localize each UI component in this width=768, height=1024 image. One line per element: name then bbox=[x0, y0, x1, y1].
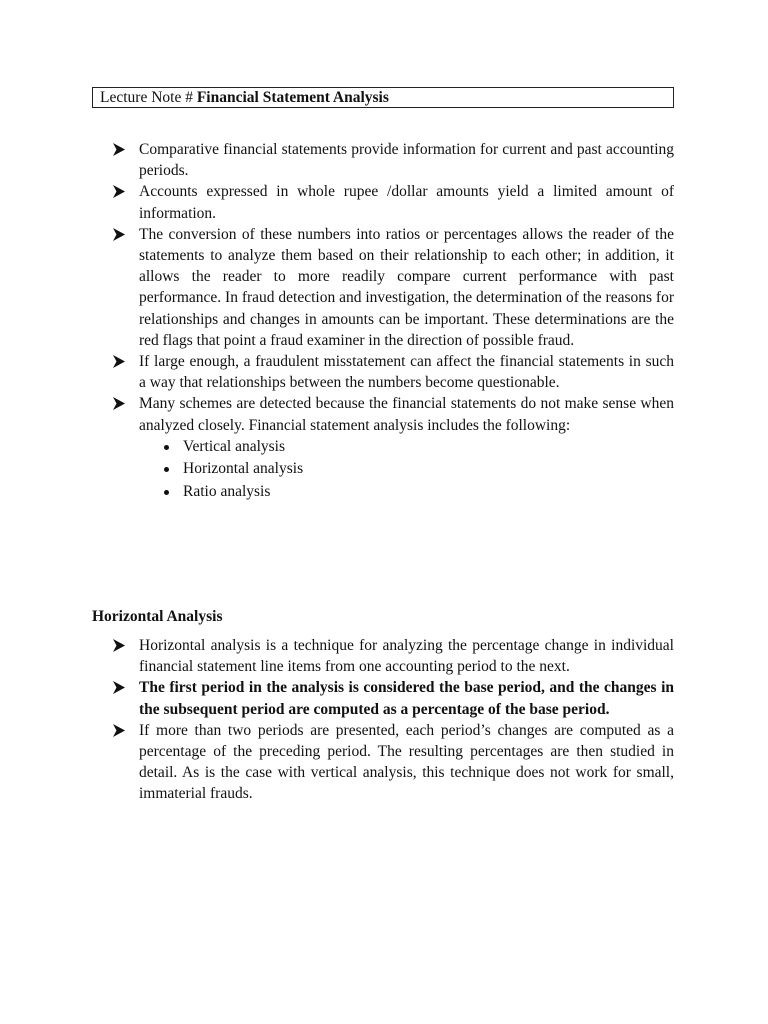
arrowhead-bullet-icon bbox=[112, 351, 132, 372]
arrowhead-bullet-icon bbox=[112, 181, 132, 202]
list-item bbox=[112, 720, 674, 805]
horizontal-bullet-list bbox=[112, 635, 674, 805]
list-item bbox=[112, 677, 674, 719]
list-item bbox=[112, 393, 674, 503]
lecture-note-prefix: Lecture Note # bbox=[100, 89, 197, 106]
list-item-text: Horizontal analysis is a technique for analyzing the percentage change in individual financial statement line items from one accounting period to the next. bbox=[139, 637, 674, 676]
list-item-text: Accounts expressed in whole rupee /dollar amounts yield a limited amount of information. bbox=[139, 183, 674, 222]
round-bullet-icon bbox=[164, 445, 169, 450]
horizontal-analysis-heading: Horizontal Analysis bbox=[92, 608, 223, 625]
round-bullet-icon bbox=[164, 467, 169, 472]
list-item bbox=[112, 181, 674, 223]
list-item bbox=[112, 139, 674, 181]
analysis-type-item bbox=[161, 481, 674, 504]
lecture-title: Financial Statement Analysis bbox=[196, 89, 389, 106]
analysis-type-label: Horizontal analysis bbox=[183, 460, 304, 478]
list-item-text: If more than two periods are presented, each period’s changes are computed as a percentage of the preceding period. The resulting percentages are then studied in detail. As is the case with vertical analysis, this technique does not work for small, immaterial frauds. bbox=[139, 721, 674, 803]
list-item bbox=[112, 224, 674, 351]
intro-bullet-list bbox=[112, 139, 674, 503]
list-item-text: If large enough, a fraudulent misstatement can affect the financial statements in such a way that relationships between the numbers become questionable. bbox=[139, 353, 674, 392]
analysis-type-item bbox=[161, 458, 674, 481]
list-item-text: Many schemes are detected because the financial statements do not make sense when analyzed closely. Financial statement analysis includes the following: bbox=[139, 395, 674, 434]
arrowhead-bullet-icon bbox=[112, 677, 132, 698]
list-item bbox=[112, 351, 674, 393]
lecture-title-box bbox=[92, 87, 674, 108]
arrowhead-bullet-icon bbox=[112, 635, 132, 656]
list-item-text: The first period in the analysis is considered the base period, and the changes in the subsequent period are computed as a percentage of the base period. bbox=[139, 679, 674, 718]
analysis-type-label: Ratio analysis bbox=[183, 482, 271, 500]
arrowhead-bullet-icon bbox=[112, 720, 132, 741]
arrowhead-bullet-icon bbox=[112, 224, 132, 245]
arrowhead-bullet-icon bbox=[112, 393, 132, 414]
analysis-type-label: Vertical analysis bbox=[183, 437, 286, 455]
list-item bbox=[112, 635, 674, 677]
analysis-type-item bbox=[161, 436, 674, 459]
list-item-text: Comparative financial statements provide information for current and past accounting periods. bbox=[139, 141, 674, 180]
analysis-types-list bbox=[139, 436, 674, 504]
arrowhead-bullet-icon bbox=[112, 139, 132, 160]
list-item-text: The conversion of these numbers into ratios or percentages allows the reader of the statements to analyze them based on their relationship to each other; in addition, it allows the reader to more readily compare current performance with past performance. In fraud detection and investigation, the determination of the reasons for relationships and changes in amounts can be important. These determinations are the red flags that point a fraud examiner in the direction of possible fraud. bbox=[139, 225, 674, 349]
round-bullet-icon bbox=[164, 490, 169, 495]
